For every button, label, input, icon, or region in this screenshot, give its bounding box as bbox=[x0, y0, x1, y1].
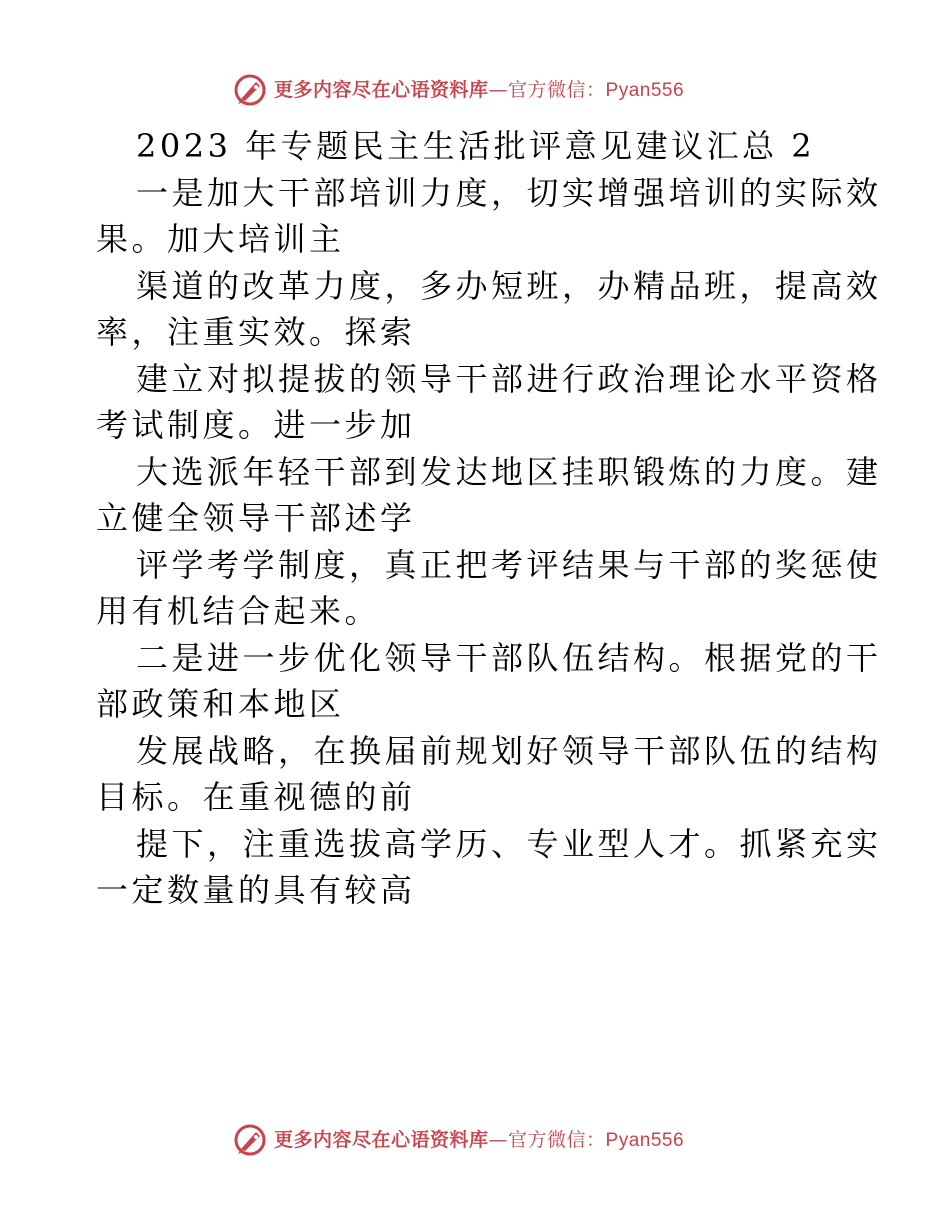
footer-wechat-label: 官方微信： bbox=[508, 1128, 606, 1151]
text-line: 二是进一步优化领导干部队伍结构。根据党的干 bbox=[136, 638, 882, 677]
text-line: 用有机结合起来。 bbox=[96, 592, 381, 630]
text-line: 渠道的改革力度，多办短班，办精品班，提高效 bbox=[136, 266, 882, 305]
text-line: 评学考学制度，真正把考评结果与干部的奖惩使 bbox=[136, 545, 882, 584]
text-line: 建立对拟提拔的领导干部进行政治理论水平资格 bbox=[136, 359, 882, 398]
text-line: 立健全领导干部述学 bbox=[96, 499, 416, 537]
footer-separator: — bbox=[488, 1128, 509, 1151]
text-line: 考试制度。进一步加 bbox=[96, 406, 416, 444]
header-watermark-text bbox=[274, 72, 684, 109]
footer-site-name: 更多内容尽在心语资料库 bbox=[274, 1128, 489, 1151]
text-line: 目标。在重视德的前 bbox=[96, 778, 416, 816]
header-separator: — bbox=[488, 78, 509, 101]
text-line: 发展战略，在换届前规划好领导干部队伍的结构 bbox=[136, 731, 882, 770]
pen-nib-logo-icon bbox=[232, 72, 268, 108]
footer-wechat-id: Pyan556 bbox=[605, 1129, 685, 1151]
text-line: 提下，注重选拔高学历、专业型人才。抓紧充实 bbox=[136, 824, 882, 863]
text-line: 一定数量的具有较高 bbox=[96, 871, 416, 909]
header-wechat-label: 官方微信： bbox=[508, 78, 606, 101]
header-watermark bbox=[232, 72, 712, 108]
text-line: 大选派年轻干部到发达地区挂职锻炼的力度。建 bbox=[136, 452, 882, 491]
text-line: 果。加大培训主 bbox=[96, 220, 345, 258]
text-line: 率，注重实效。探索 bbox=[96, 313, 416, 351]
footer-watermark-text bbox=[274, 1122, 684, 1159]
document-title: 2023 年专题民主生活批评意见建议汇总 2 bbox=[136, 127, 816, 165]
header-wechat-id: Pyan556 bbox=[605, 79, 685, 101]
text-line: 部政策和本地区 bbox=[96, 685, 345, 723]
header-site-name: 更多内容尽在心语资料库 bbox=[274, 78, 489, 101]
text-line: 一是加大干部培训力度，切实增强培训的实际效 bbox=[136, 173, 882, 212]
document-body bbox=[96, 123, 882, 914]
footer-watermark bbox=[232, 1122, 712, 1158]
pen-nib-logo-icon bbox=[232, 1122, 268, 1158]
